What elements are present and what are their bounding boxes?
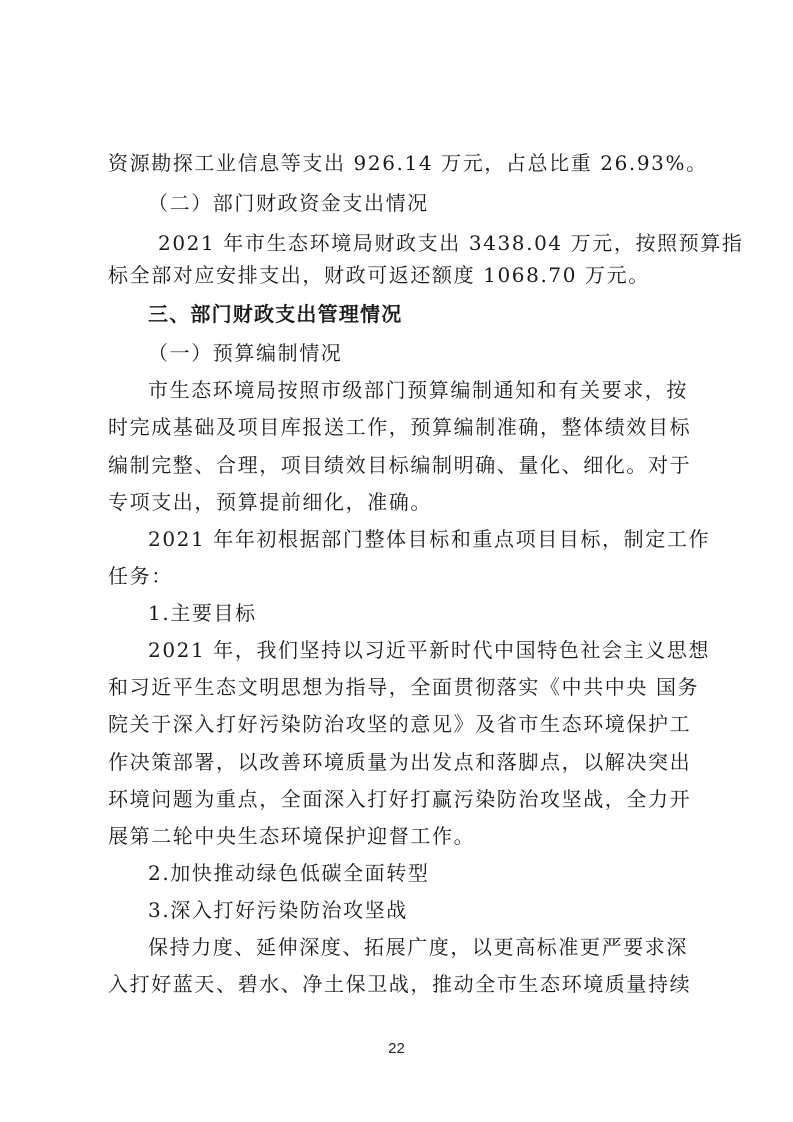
body-text-line: 展第二轮中央生态环境保护迎督工作。 [108,824,476,848]
body-text-line: 作决策部署，以改善环境质量为出发点和落脚点，以解决突出 [108,750,692,774]
page-number: 22 [388,1040,405,1057]
numbered-heading: 2.加快推动绿色低碳全面转型 [148,861,430,885]
body-text-line: 时完成基础及项目库报送工作，预算编制准确，整体绩效目标 [108,415,692,439]
body-text-line: 环境问题为重点，全面深入打好打赢污染防治攻坚战，全力开 [108,787,692,811]
body-text-line: 2021 年年初根据部门整体目标和重点项目目标，制定工作 [148,527,711,551]
body-text-line: 入打好蓝天、碧水、净土保卫战，推动全市生态环境质量持续 [108,972,692,996]
body-text-line: 标全部对应安排支出，财政可返还额度 1068.70 万元。 [108,263,650,287]
body-text-line: 保持力度、延伸深度、拓展广度，以更高标准更严要求深 [148,935,688,959]
body-text-line: 编制完整、合理，项目绩效目标编制明确、量化、细化。对于 [108,453,692,477]
section-heading: 三、部门财政支出管理情况 [148,302,403,326]
body-text-line: 市生态环境局按照市级部门预算编制通知和有关要求，按 [148,378,688,402]
numbered-heading: 1.主要目标 [148,601,257,625]
subsection-heading: （一）预算编制情况 [148,341,343,365]
body-text-line: 2021 年市生态环境局财政支出 3438.04 万元，按照预算指 [158,231,744,255]
body-text-line: 2021 年，我们坚持以习近平新时代中国特色社会主义思想 [148,638,711,662]
subsection-heading: （二）部门财政资金支出情况 [148,191,429,215]
numbered-heading: 3.深入打好污染防治攻坚战 [148,898,408,922]
body-text-line: 任务： [108,564,173,588]
body-text-line: 和习近平生态文明思想为指导，全面贯彻落实《中共中央 国务 [108,675,700,699]
body-text-line: 院关于深入打好污染防治攻坚的意见》及省市生态环境保护工 [108,712,692,736]
body-text-line: 资源勘探工业信息等支出 926.14 万元，占总比重 26.93%。 [108,151,708,175]
body-text-line: 专项支出，预算提前细化，准确。 [108,490,432,514]
